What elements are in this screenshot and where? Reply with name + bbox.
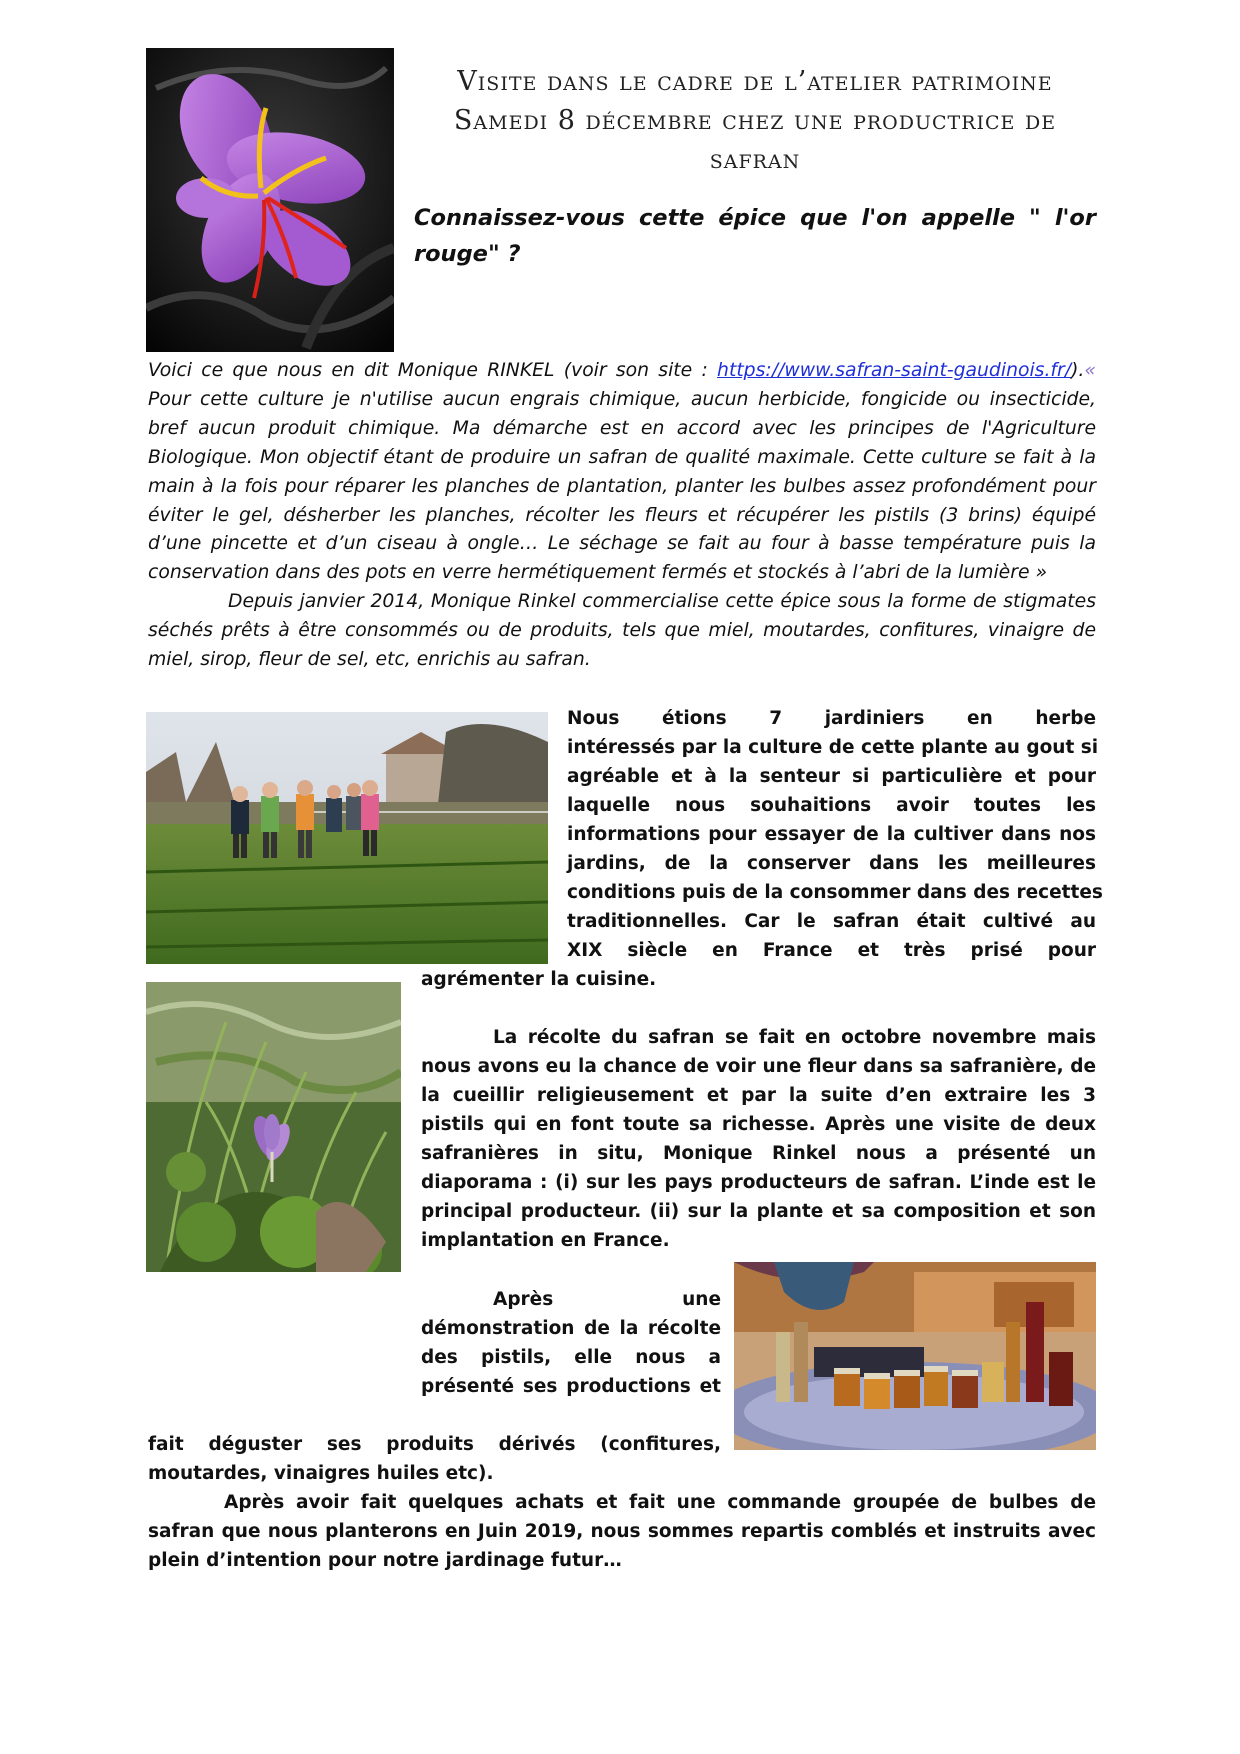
text-line: moutardes, vinaigres huiles etc). [148, 1463, 494, 1484]
text-line: informations pour essayer de la cultiver dans nos [567, 824, 1096, 845]
paragraph-gardeners-cont [567, 733, 1103, 965]
text-line: des pistils, elle nous a [421, 1347, 721, 1368]
intro-after-link: ). [1071, 360, 1085, 381]
paragraph-gardeners-end [421, 965, 1096, 994]
saffron-products-photo [734, 1262, 1096, 1450]
text-line: XIX siècle en France et très prisé pour [567, 940, 1096, 961]
paragraph-gardeners [567, 704, 1096, 733]
text-line: traditionnelles. Car le safran était cultivé au [567, 911, 1096, 932]
title-line: safran [709, 144, 801, 175]
producer-quote: Pour cette culture je n'utilise aucun engrais chimique, aucun herbicide, fongicide ou insecticide, bref aucun produit chimique. Ma démarche est en accord avec les principes de l'Agriculture Biologique. Mon objectif étant de produire un safran de qualité maximale. Cette culture se fait à la main à la fois pour réparer les planches de plantation, planter les bulbes assez profondément pour éviter le gel, désherber les planches, récolter les fleurs et récupérer les pistils (3 brins) équipé d’une pincette et d’un ciseau à ongle… Le séchage se fait au four à basse température puis la conservation dans des pots en verre hermétiquement fermés et stockés à l’abri de la lumière » [148, 388, 1096, 584]
text-line: jardins, de la conserver dans les meilleures [567, 853, 1096, 874]
title-line: Visite dans le cadre de l’atelier patrimoine [457, 66, 1053, 97]
text-line: agrémenter la cuisine. [421, 969, 657, 990]
paragraph-demonstration [421, 1285, 721, 1401]
intro-lead: Voici ce que nous en dit Monique RINKEL (voir son site : [148, 360, 718, 381]
saffron-flower-photo [146, 48, 394, 352]
quote-open-mark: « [1084, 360, 1096, 381]
text-line: fait déguster ses produits dérivés (confitures, [148, 1434, 721, 1455]
producer-website-link[interactable]: https://www.safran-saint-gaudinois.fr/ [717, 360, 1072, 381]
text-line: Après une [493, 1289, 721, 1310]
title-line: Samedi 8 décembre chez une productrice de [453, 105, 1057, 136]
intro-paragraph [148, 357, 1096, 588]
text-line: démonstration de la récolte [421, 1318, 721, 1339]
paragraph-demonstration-end [148, 1430, 721, 1488]
text-line: Nous étions 7 jardiniers en herbe [567, 708, 1096, 729]
saffron-crocus-photo [146, 982, 401, 1272]
text-line: agréable et à la senteur si particulière et pour [567, 766, 1096, 787]
page-title [405, 62, 1105, 179]
text-line: conditions puis de la consommer dans des recettes [567, 882, 1103, 903]
text-line: intéressés par la culture de cette plante au gout si [567, 737, 1099, 758]
gardeners-group-photo [146, 712, 548, 964]
intro-paragraph-2: Depuis janvier 2014, Monique Rinkel commercialise cette épice sous la forme de stigmates séchés prêts à être consommés ou de produits, tels que miel, moutardes, confitures, vinaigre de miel, sirop, fleur de sel, etc, enrichis au safran. [148, 591, 1096, 671]
subtitle: Connaissez-vous cette épice que l'on appelle " l'or rouge" ? [414, 205, 1096, 267]
text-line: présenté ses productions et [421, 1376, 721, 1397]
intro-section [148, 357, 1096, 675]
paragraph-closing: Après avoir fait quelques achats et fait une commande groupée de bulbes de safran que nous planterons en Juin 2019, nous sommes repartis comblés et instruits avec plein d’intention pour notre jardinage futur… [148, 1492, 1096, 1571]
paragraph-harvest: La récolte du safran se fait en octobre novembre mais nous avons eu la chance de voir une fleur dans sa safranière, de la cueillir religieusement et par la suite d’en extraire les 3 pistils qui en font toute sa richesse. Après une visite de deux safranières in situ, Monique Rinkel nous a présenté un diaporama : (i) sur les pays producteurs de safran. L’inde est le principal producteur. (ii) sur la plante et sa composition et son implantation en France. [421, 1027, 1096, 1251]
text-line: laquelle nous souhaitions avoir toutes les [567, 795, 1096, 816]
